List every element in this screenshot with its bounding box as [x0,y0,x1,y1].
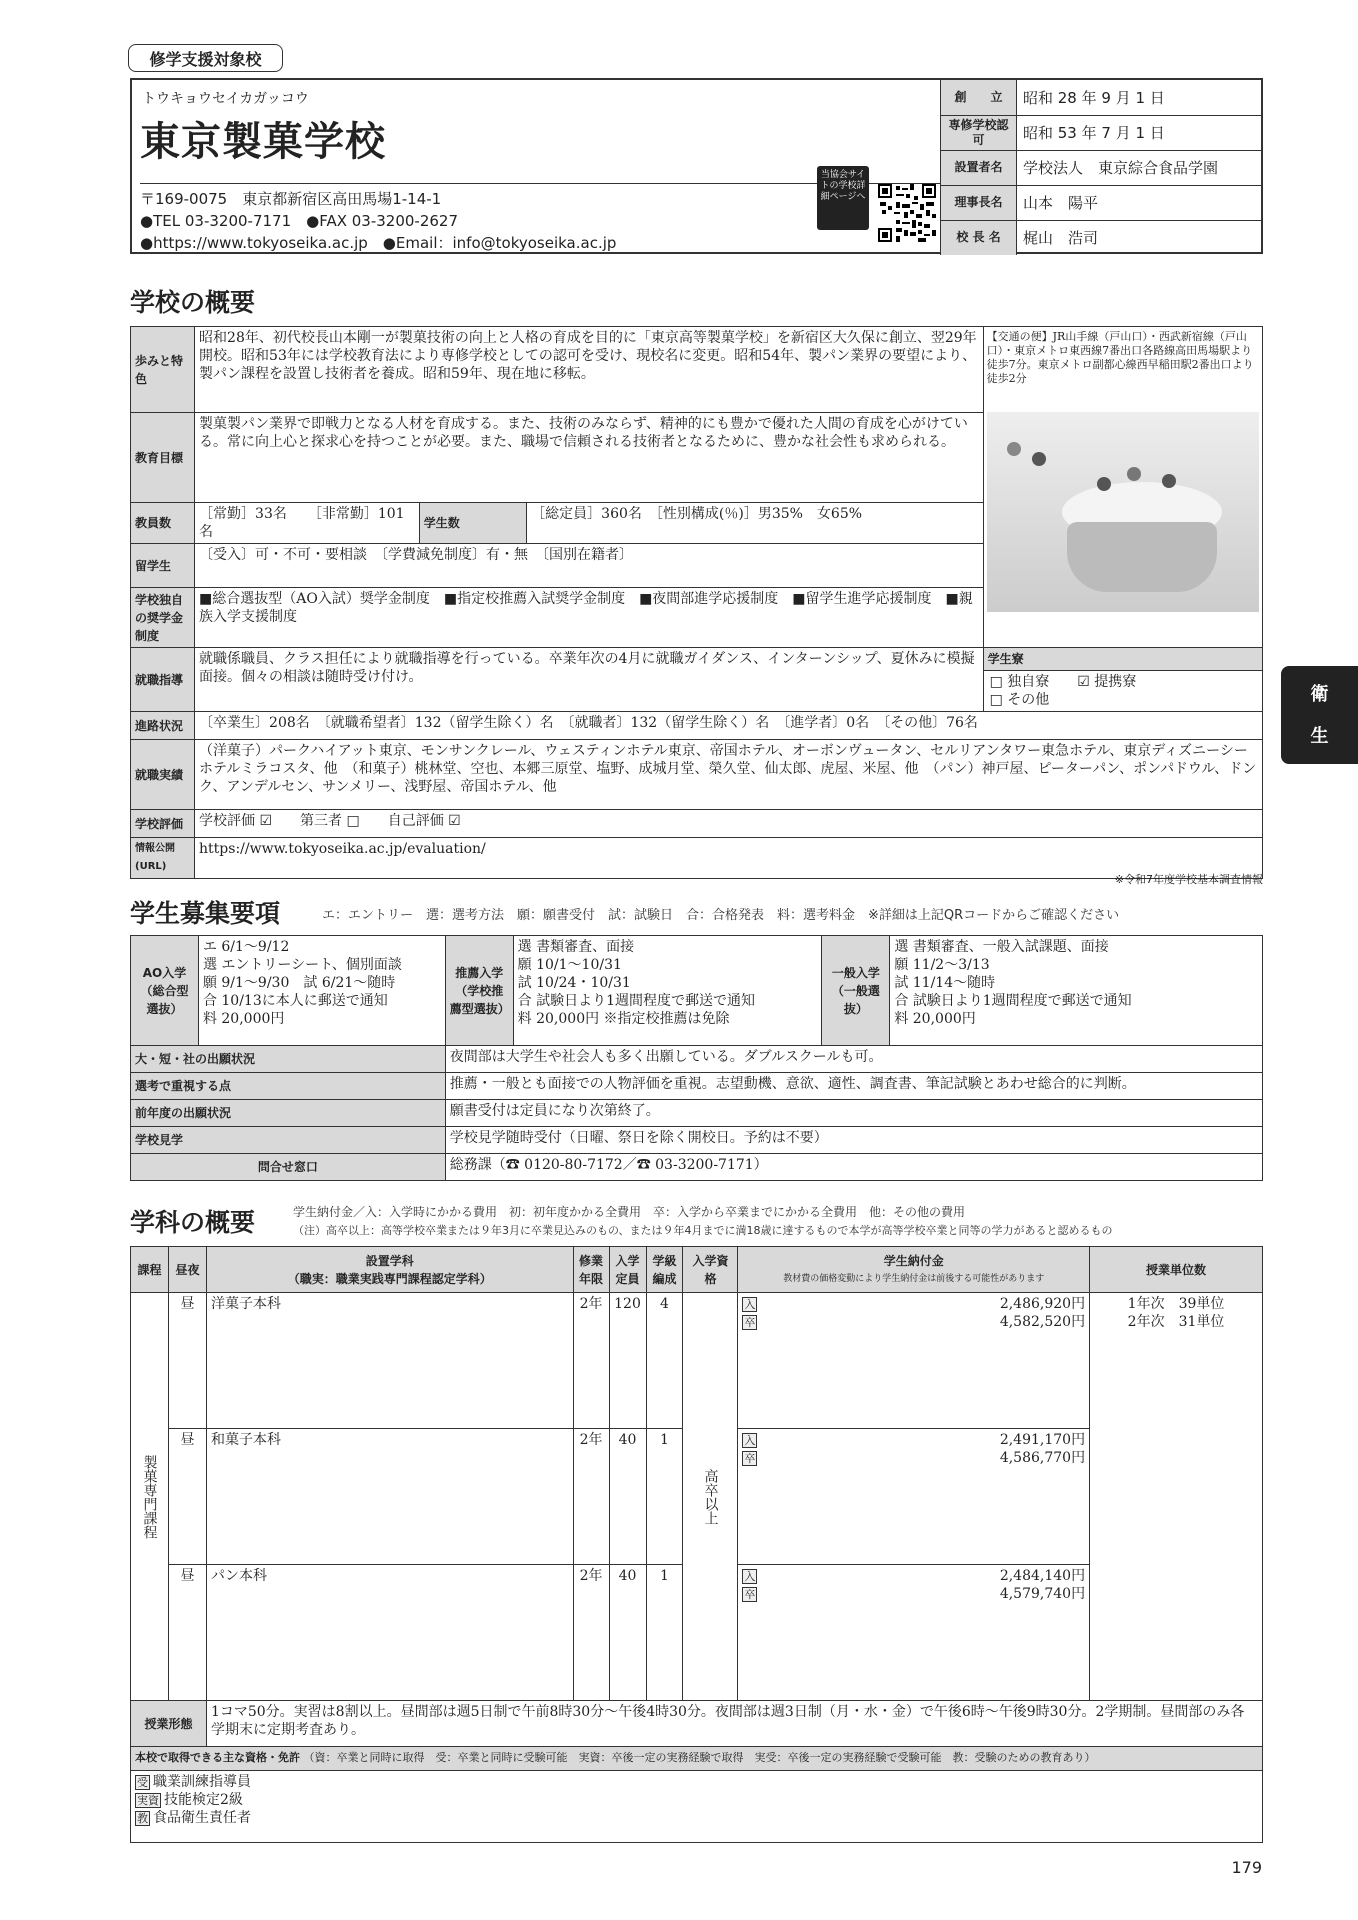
disclosure-url-label: 情報公開(URL) [131,838,195,879]
disclosure-url-link[interactable]: https://www.tokyoseika.ac.jp/evaluation/ [195,838,1263,879]
dept-name: パン本科 [206,1565,573,1701]
support-badge: 修学支援対象校 [128,44,283,72]
dorm-text: □ 独自寮 ☑ 提携寮 □ その他 [989,674,1137,708]
intl-text: 〔受入〕可・不可・要相談 〔学費減免制度〕有・無 〔国別在籍者〕 [195,544,984,588]
principal-value: 梶山 浩司 [1017,220,1264,255]
career-label: 進路状況 [131,712,195,740]
dept-years: 2年 [573,1293,609,1429]
ao-details: エ 6/1～9/12 選 エントリーシート、個別面談 願 9/1～9/30 試 6/21～随時 合 10/13に本人に郵送で通知 料 20,000円 [198,936,445,1046]
lesson-text: 1コマ50分。実習は8割以上。昼間部は週5日制で午前8時30分～午後4時30分。夜間部は週3日制（月・水・金）で午後6時～午後9時30分。2学期制。昼間部のみ各学期末に定期考査あり。 [206,1701,1262,1747]
dorm-label: 学生寮 [984,648,1262,671]
tel-fax: ●TEL 03-3200-7171 ●FAX 03-3200-2627 [140,212,459,230]
overview-table [130,326,1263,879]
col-fee: 学生納付金 教材費の価格変動により学生納付金は前後する可能性があります [738,1247,1090,1293]
contact-label: 問合せ窓口 [131,1154,446,1181]
col-qualification: 入学資格 [683,1247,738,1293]
students-label: 学生数 [419,503,526,544]
selection-text: 推薦・一般とも面接での人物評価を重視。志望動機、意欲、適性、調査書、筆記試験とあわせ総合的に判断。 [445,1073,1262,1100]
dept-time: 昼 [168,1565,206,1701]
founder-label: 設置者名 [941,150,1017,185]
intl-label: 留学生 [131,544,195,588]
license-item: 受 職業訓練指導員 [137,1774,251,1790]
scholarship-text: ■総合選抜型（AO入試）奨学金制度 ■指定校推薦入試奨学金制度 ■夜間部進学応援制度 ■留学生進学応援制度 ■親族入学支援制度 [195,588,984,648]
applicants-label: 大・短・社の出願状況 [131,1046,446,1073]
scholarship-label: 学校独自の奨学金制度 [131,588,195,648]
goal-text: 製菓製パン業界で即戦力となる人材を育成する。また、技術のみならず、精神的にも豊かで優れた人間の育成を心がけている。常に向上心と探求心を持つことが必要。また、職場で信頼される技術者となるために、豊かな社会性も求められる。 [195,413,984,503]
general-details: 選 書類審査、一般入試課題、面接 願 11/2～3/13 試 11/14～随時 合 試験日より1週間程度で郵送で通知 料 20,000円 [890,936,1263,1046]
chairman-label: 理事長名 [941,185,1017,220]
employers-label: 就職実績 [131,740,195,810]
dept-capacity: 40 [609,1429,646,1565]
school-name: 東京製菓学校 [140,119,386,165]
web-email[interactable]: ●https://www.tokyoseika.ac.jp ●Email：info@tokyoseika.ac.jp [140,234,617,252]
access-photo-cell [983,327,1262,648]
staff-text: ［常勤］33名 ［非常勤］101名 [195,503,420,544]
col-dept: 設置学科 （職実：職業実践専門課程認定学科） [206,1247,573,1293]
access-text: 【交通の便】JR山手線（戸山口）・西武新宿線（戸山口）・東京メトロ東西線7番出口各路線高田馬場駅より徒歩7分。東京メトロ副都心線西早稲田駅2番出口より徒歩2分 [986,330,1254,385]
dept-capacity: 40 [609,1565,646,1701]
principal-label: 校 長 名 [941,220,1017,255]
recruit-table [130,935,1263,1181]
cake-photo [987,412,1259,612]
founder-value: 学校法人 東京綜合食品学園 [1017,150,1264,185]
license-item: 教 食品衛生責任者 [137,1810,251,1826]
recommend-label: 推薦入学（学校推薦型選抜） [445,936,513,1046]
school-info-table [940,80,1263,255]
evaluation-label: 学校評価 [131,810,195,838]
career-text: 〔卒業生〕208名 〔就職希望者〕132（留学生除く）名 〔就職者〕132（留学生除く）名 〔進学者〕0名 〔その他〕76名 [195,712,1263,740]
qr-code-icon[interactable] [878,184,936,242]
page-number: 179 [1231,1858,1262,1877]
dept-classes: 1 [646,1429,683,1565]
category-tab[interactable] [1281,666,1358,764]
last-year-label: 前年度の出願状況 [131,1100,446,1127]
col-years: 修業年限 [573,1247,609,1293]
founded-value: 昭和 28 年 9 月 1 日 [1017,80,1264,115]
recommend-details: 選 書類審査、面接 願 10/1～10/31 試 10/24・10/31 合 試験日より1週間程度で郵送で通知 料 20,000円 ※指定校推薦は免除 [513,936,822,1046]
dept-fees: 入 2,486,920円 卒 4,582,520円 [738,1293,1090,1429]
dept-time: 昼 [168,1429,206,1565]
staff-label: 教員数 [131,503,195,544]
dept-classes: 1 [646,1565,683,1701]
category-tab-char-1: 衛 [1310,684,1329,705]
dept-fees: 入 2,484,140円 卒 4,579,740円 [738,1565,1090,1701]
fee-legend: 学生納付金／入：入学時にかかる費用 初：初年度かかる全費用 卒：入学から卒業までにかかる全費用 他：その他の費用 [293,1205,966,1219]
license-item: 実資 技能検定2級 [137,1792,243,1808]
contact-text[interactable]: 総務課（☎ 0120-80-7172／☎ 03-3200-7171） [445,1154,1262,1181]
col-capacity: 入学定員 [609,1247,646,1293]
dept-name: 洋菓子本科 [206,1293,573,1429]
recruit-title: 学生募集要項 [130,899,281,928]
qualification-legend: （注）高卒以上：高等学校卒業または９年3月に卒業見込みのもの、または９年4月までに満18歳に達するもので本学が高等学校卒業と同等の学力があると認めるもの [293,1224,1113,1237]
postal-address: 〒169-0075 東京都新宿区高田馬場1-14-1 [140,190,442,208]
dept-fees: 入 2,491,170円 卒 4,586,770円 [738,1429,1090,1565]
col-course: 課程 [131,1247,169,1293]
evaluation-text: 学校評価 ☑ 第三者 □ 自己評価 ☑ [195,810,1263,838]
selection-label: 選考で重視する点 [131,1073,446,1100]
course-name: 製菓専門課程 [131,1293,169,1701]
col-units: 授業単位数 [1090,1247,1263,1293]
dept-time: 昼 [168,1293,206,1429]
dept-title: 学科の概要 [130,1208,256,1237]
employers-text: （洋菓子）パークハイアット東京、モンサンクレール、ウェスティンホテル東京、帝国ホテル、オーボンヴュータン、セルリアンタワー東急ホテル、東京ディズニーシーホテルミラコスタ、他 （和菓子）桃林堂、空也、本郷三原堂、塩野、成城月堂、榮久堂、仙太郎、虎屋、米屋、他 （パン）神戸屋、ピーターパン、ポンパドウル、ドンク、アンデルセン、サンメリー、浅野屋、帝国ホテル、他 [195,740,1263,810]
entry-qualification: 高卒以上 [683,1293,738,1701]
lesson-label: 授業形態 [131,1701,207,1747]
dept-years: 2年 [573,1429,609,1565]
job-guidance-label: 就職指導 [131,648,195,712]
recruit-legend: エ：エントリー 選：選考方法 願：願書受付 試：試験日 合：合格発表 料：選考料金 ※詳細は上記QRコードからご確認ください [322,908,1120,923]
survey-note: ※令和7年度学校基本調査情報 [1114,873,1263,886]
col-time: 昼夜 [168,1247,206,1293]
students-text: ［総定員］360名 ［性別構成(％)］男35% 女65% [527,503,983,544]
dept-capacity: 120 [609,1293,646,1429]
class-units: 1年次 39単位 2年次 31単位 [1090,1293,1263,1701]
school-header [130,78,1263,254]
general-label: 一般入学（一般選抜） [822,936,890,1046]
col-classes: 学級編成 [646,1247,683,1293]
overview-title: 学校の概要 [130,288,256,317]
dept-name: 和菓子本科 [206,1429,573,1565]
chairman-value: 山本 陽平 [1017,185,1264,220]
history-label: 歩みと特色 [131,327,195,413]
qr-label: 当協会サイトの学校詳細ページへ [817,166,869,230]
history-text: 昭和28年、初代校長山本剛一が製菓技術の向上と人格の育成を目的に「東京高等製菓学校」を新宿区大久保に創立、翌29年開校。昭和53年には学校教育法により専修学校としての認可を受け、現校名に変更。昭和54年、製パン業界の要望により、製パン課程を設置し技術者を養成。昭和59年、現在地に移転。 [195,327,984,413]
visit-text: 学校見学随時受付（日曜、祭日を除く開校日。予約は不要） [445,1127,1262,1154]
category-tab-char-2: 生 [1310,726,1329,747]
goal-label: 教育目標 [131,413,195,503]
license-header: 本校で取得できる主な資格・免許 （資：卒業と同時に取得 受：卒業と同時に受験可能 実資：卒後一定の実務経験で取得 実受：卒後一定の実務経験で受験可能 教：受験のための教育あり） [131,1747,1263,1771]
founded-label: 創 立 [941,80,1017,115]
applicants-text: 夜間部は大学生や社会人も多く出願している。ダブルスクールも可。 [445,1046,1262,1073]
job-guidance-text: 就職係職員、クラス担任により就職指導を行っている。卒業年次の4月に就職ガイダンス、インターンシップ、夏休みに模擬面接。個々の相談は随時受け付け。 [195,648,984,712]
visit-label: 学校見学 [131,1127,446,1154]
license-list [131,1771,1263,1843]
dept-years: 2年 [573,1565,609,1701]
approval-label: 専修学校認可 [941,115,1017,150]
last-year-text: 願書受付は定員になり次第終了。 [445,1100,1262,1127]
dept-classes: 4 [646,1293,683,1429]
school-kana: トウキョウセイカガッコウ [142,91,309,107]
approval-value: 昭和 53 年 7 月 1 日 [1017,115,1264,150]
ao-label: AO入学（総合型選抜） [131,936,199,1046]
dorm-cell [983,648,1262,712]
dept-table [130,1246,1263,1843]
